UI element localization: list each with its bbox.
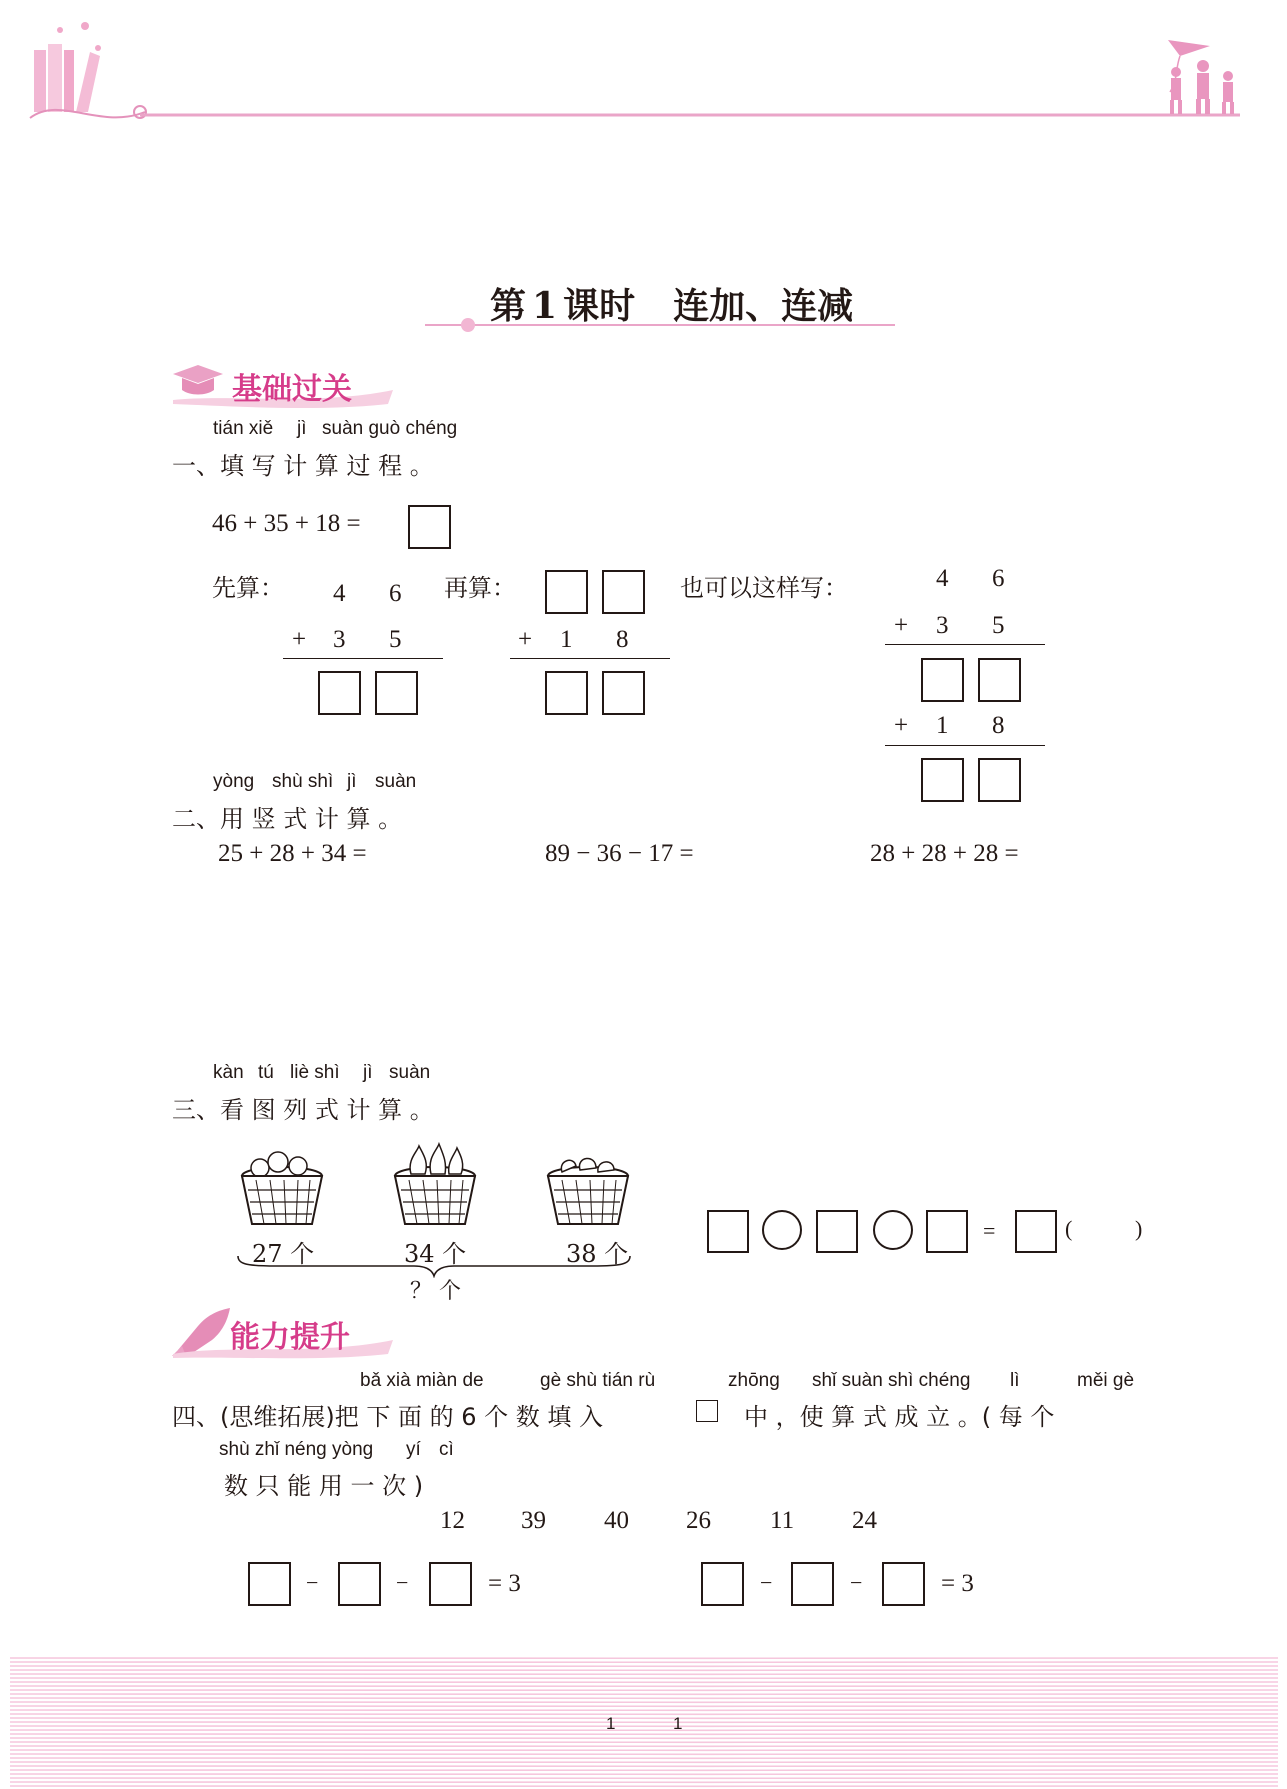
q1-c2-box-top-tens[interactable]: [545, 570, 588, 614]
q4-left-box-3[interactable]: [429, 1562, 472, 1606]
footer-stripe: [10, 1665, 1278, 1667]
page-number-b: 1: [673, 1714, 683, 1733]
q1-c3-a1: 4: [936, 565, 949, 592]
q1-c1-a2: 6: [389, 580, 402, 607]
q1-equation: 46 + 35 + 18 =: [212, 510, 361, 537]
footer-stripe: [10, 1753, 1278, 1755]
q1-also-label: 也可以这样写：: [680, 574, 848, 602]
basket-label-2: 34 个: [404, 1240, 467, 1268]
q3-box-3[interactable]: [926, 1210, 968, 1253]
q3-pinyin-2: tú: [258, 1062, 274, 1083]
q1-then-label: 再算：: [444, 574, 516, 602]
q1-label: 一、填 写 计 算 过 程 。: [172, 452, 434, 480]
q1-c3-box1-tens[interactable]: [921, 658, 964, 702]
q1-c3-box1-ones[interactable]: [978, 658, 1021, 702]
q3-op-circle-2[interactable]: [873, 1210, 913, 1250]
footer-stripe: [10, 1689, 1278, 1691]
q1-c2-c2: 8: [616, 626, 629, 653]
children-kite-icon: [1168, 40, 1234, 114]
title-underline: [425, 316, 895, 336]
q1-c1-box-ones[interactable]: [375, 671, 418, 715]
q4-pinyin-4: shǐ suàn shì chéng: [812, 1370, 971, 1391]
section-advanced-title: 能力提升: [230, 1320, 350, 1355]
footer-stripe: [10, 1777, 1278, 1779]
footer-stripe: [10, 1785, 1278, 1787]
q4-right-box-3[interactable]: [882, 1562, 925, 1606]
lesson-name: 连加、连减: [673, 285, 854, 327]
header-decoration: [0, 0, 1287, 140]
footer-stripe: [10, 1729, 1278, 1731]
q1-c3-c2: 8: [992, 712, 1005, 739]
footer-stripe: [10, 1741, 1278, 1743]
q4-pinyin-l2-3: cì: [439, 1439, 454, 1460]
basket-label-1: 27 个: [252, 1240, 315, 1268]
q3-label: 三、看 图 列 式 计 算 。: [172, 1096, 434, 1124]
q1-first-label: 先算：: [212, 574, 284, 602]
basket-label-3: 38 个: [566, 1240, 629, 1268]
q4-inline-box-icon: [696, 1400, 718, 1422]
brace-question: ？ 个: [410, 1279, 461, 1304]
footer-stripe: [10, 1725, 1278, 1727]
q1-c2-plus: +: [518, 626, 533, 653]
q1-c1-b1: 3: [333, 626, 346, 653]
q1-c3-plus2: +: [894, 712, 909, 739]
footer-stripe: [10, 1697, 1278, 1699]
q1-pinyin-3: suàn guò chéng: [322, 418, 458, 439]
footer-stripe: [10, 1773, 1278, 1775]
q4-left-minus-1: −: [306, 1570, 319, 1595]
lesson-prefix: 第: [490, 285, 527, 327]
q4-right-minus-1: −: [760, 1570, 773, 1595]
lesson-number: 1: [532, 285, 558, 327]
q4-right-box-2[interactable]: [791, 1562, 834, 1606]
q1-c3-a2: 6: [992, 565, 1005, 592]
q3-paren-close: ): [1135, 1216, 1143, 1241]
q3-pinyin-3: liè shì: [290, 1062, 340, 1083]
q2-pinyin-2: shù shì: [272, 771, 334, 792]
q4-number-2: 39: [521, 1507, 546, 1534]
q4-left-equals: = 3: [488, 1570, 521, 1597]
q1-c1-box-tens[interactable]: [318, 671, 361, 715]
lesson-unit: 课时: [563, 285, 636, 327]
q4-right-equals: = 3: [941, 1570, 974, 1597]
q1-c3-box2-tens[interactable]: [921, 758, 964, 802]
footer-stripe: [10, 1681, 1278, 1683]
basket-peaches-icon: [548, 1158, 628, 1224]
q1-pinyin-1: tián xiě: [213, 418, 274, 439]
q3-pinyin-5: suàn: [389, 1062, 431, 1083]
footer-stripe: [10, 1693, 1278, 1695]
q1-c2-box-top-ones[interactable]: [602, 570, 645, 614]
footer-stripe: [10, 1749, 1278, 1751]
q2-pinyin-3: jì: [347, 771, 357, 792]
books-icon: [30, 22, 146, 118]
q2-label: 二、用 竖 式 计 算 。: [172, 805, 403, 833]
footer-stripe: [10, 1721, 1278, 1723]
q2-eq-1: 25 + 28 + 34 =: [218, 840, 367, 867]
q1-c1-b2: 5: [389, 626, 402, 653]
q4-pinyin-l2-1: shù zhǐ néng yòng: [219, 1439, 374, 1460]
section-basic-title: 基础过关: [232, 372, 352, 407]
footer-stripe: [10, 1781, 1278, 1783]
q2-eq-2: 89 − 36 − 17 =: [545, 840, 694, 867]
q4-number-4: 26: [686, 1507, 711, 1534]
footer-stripe: [10, 1669, 1278, 1671]
q4-pinyin-5: lì: [1010, 1370, 1020, 1391]
q3-op-circle-1[interactable]: [762, 1210, 802, 1250]
q4-pinyin-3: zhōng: [728, 1370, 780, 1391]
q3-pinyin-4: jì: [363, 1062, 373, 1083]
q3-pinyin-1: kàn: [213, 1062, 244, 1083]
q4-line1-a: 四、(思维拓展)把 下 面 的 6 个 数 填 入: [172, 1403, 604, 1431]
q3-box-1[interactable]: [707, 1210, 749, 1253]
footer-stripe: [10, 1657, 1278, 1659]
q4-pinyin-6: měi gè: [1077, 1370, 1135, 1391]
q1-c1-a1: 4: [333, 580, 346, 607]
footer-stripe: [10, 1705, 1278, 1707]
q1-c3-b2: 5: [992, 612, 1005, 639]
footer-stripe: [10, 1761, 1278, 1763]
q4-number-1: 12: [440, 1507, 465, 1534]
basket-pears-icon: [395, 1144, 475, 1224]
footer-stripe: [10, 1737, 1278, 1739]
q1-c2-box-ones[interactable]: [602, 671, 645, 715]
q4-line1-b: 中 ，使 算 式 成 立 。( 每 个: [744, 1403, 1055, 1431]
baskets-illustration: [230, 1140, 640, 1240]
q4-number-6: 24: [852, 1507, 877, 1534]
q3-equals: =: [983, 1218, 996, 1243]
q4-pinyin-1: bǎ xià miàn de: [360, 1370, 484, 1391]
footer-stripes: [10, 1654, 1278, 1789]
footer-stripe: [10, 1765, 1278, 1767]
footer-stripe: [10, 1673, 1278, 1675]
basket-apples-icon: [242, 1152, 322, 1224]
footer-stripe: [10, 1661, 1278, 1663]
q1-c1-rule: [283, 658, 443, 659]
q1-answer-box[interactable]: [408, 505, 451, 549]
footer-stripe: [10, 1713, 1278, 1715]
footer-stripe: [10, 1733, 1278, 1735]
footer-stripe: [10, 1717, 1278, 1719]
q3-paren-open: (: [1065, 1216, 1073, 1241]
q4-left-minus-2: −: [396, 1570, 409, 1595]
q3-result-box[interactable]: [1015, 1210, 1057, 1253]
q1-c3-rule1: [885, 644, 1045, 645]
q4-pinyin-2: gè shù tián rù: [540, 1370, 656, 1391]
q2-pinyin-1: yòng: [213, 771, 255, 792]
footer-stripe: [10, 1685, 1278, 1687]
q2-pinyin-4: suàn: [375, 771, 417, 792]
q3-unit-field[interactable]: [1078, 1210, 1134, 1250]
q1-c1-plus: +: [292, 626, 307, 653]
q1-c2-rule: [510, 658, 670, 659]
footer-stripe: [10, 1769, 1278, 1771]
q4-number-3: 40: [604, 1507, 629, 1534]
footer-stripe: [10, 1677, 1278, 1679]
q1-c3-box2-ones[interactable]: [978, 758, 1021, 802]
q2-eq-3: 28 + 28 + 28 =: [870, 840, 1019, 867]
q4-right-minus-2: −: [850, 1570, 863, 1595]
q4-right-box-1[interactable]: [701, 1562, 744, 1606]
q1-c3-c1: 1: [936, 712, 949, 739]
q1-c2-box-tens[interactable]: [545, 671, 588, 715]
q4-left-box-2[interactable]: [338, 1562, 381, 1606]
footer-stripe: [10, 1701, 1278, 1703]
q1-c3-rule2: [885, 745, 1045, 746]
q3-box-2[interactable]: [816, 1210, 858, 1253]
q1-pinyin-2: jì: [297, 418, 307, 439]
page-number-a: 1: [606, 1714, 616, 1733]
q1-c2-c1: 1: [560, 626, 573, 653]
footer-stripe: [10, 1757, 1278, 1759]
q1-c3-b1: 3: [936, 612, 949, 639]
q4-left-box-1[interactable]: [248, 1562, 291, 1606]
footer-stripe: [10, 1709, 1278, 1711]
q4-pinyin-l2-2: yí: [406, 1439, 421, 1460]
footer-stripe: [10, 1745, 1278, 1747]
q4-number-5: 11: [770, 1507, 795, 1534]
q4-line2: 数 只 能 用 一 次 ): [224, 1472, 424, 1500]
q1-c3-plus1: +: [894, 612, 909, 639]
